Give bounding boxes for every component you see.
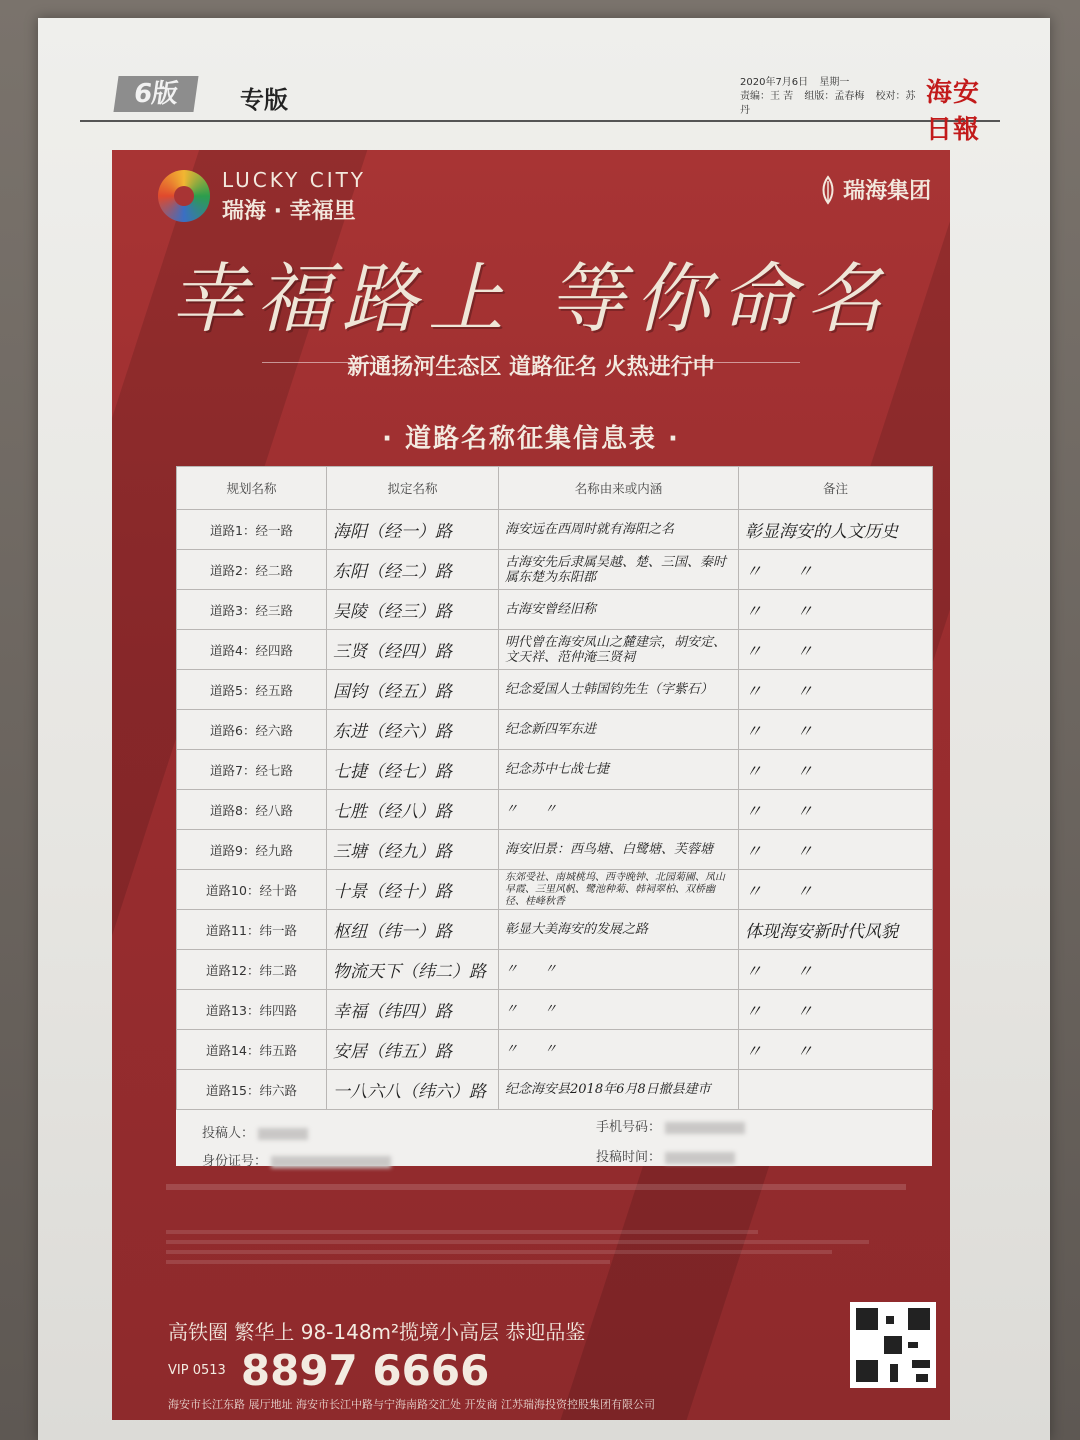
name-origin: 纪念苏中七战七捷 <box>499 750 739 790</box>
leaf-icon <box>818 175 838 205</box>
remark: 〃 〃 <box>739 1030 933 1070</box>
name-origin: 纪念新四军东进 <box>499 710 739 750</box>
form-footer <box>176 1110 932 1176</box>
proposed-name: 东阳（经二）路 <box>327 550 499 590</box>
name-origin: 〃 〃 <box>499 790 739 830</box>
hotline-prefix: VIP 0513 <box>168 1362 226 1378</box>
table-row <box>177 630 933 670</box>
name-origin: 海安远在西周时就有海阳之名 <box>499 510 739 550</box>
column-header: 拟定名称 <box>327 467 499 510</box>
headline-slogan: 幸福路上 等你命名 <box>169 254 893 343</box>
table-row <box>177 510 933 550</box>
brand-chinese: 瑞海 · 幸福里 <box>222 199 356 224</box>
plan-name: 道路8：经八路 <box>177 790 327 830</box>
plan-name: 道路6：经六路 <box>177 710 327 750</box>
group-name: 瑞海集团 <box>843 179 932 204</box>
phone-label: 手机号码 <box>596 1120 649 1135</box>
address-line: 海安市长江东路 展厅地址 海安市长江中路与宁海南路交汇处 开发商 江苏瑞海投资控股集团有限公司 <box>168 1398 655 1411</box>
table-row <box>177 550 933 590</box>
name-origin: 明代曾在海安凤山之麓建宗，胡安定、文天祥、范仲淹三贤祠 <box>499 630 739 670</box>
proposed-name: 七捷（经七）路 <box>327 750 499 790</box>
id-label: 身份证号 <box>202 1154 255 1169</box>
remark: 〃 〃 <box>739 630 933 670</box>
plan-name: 道路11：纬一路 <box>177 910 327 950</box>
proofreader: 校对：苏 丹 <box>740 91 916 116</box>
name-origin: 古海安曾经旧称 <box>499 590 739 630</box>
redacted-value <box>665 1152 735 1164</box>
newspaper-header <box>80 76 1000 145</box>
fine-print <box>166 1184 906 1264</box>
plan-name: 道路14：纬五路 <box>177 1030 327 1070</box>
name-origin: 彰显大美海安的发展之路 <box>499 910 739 950</box>
column-header: 备注 <box>739 467 933 510</box>
date-line <box>740 76 920 118</box>
name-origin: 纪念爱国人士韩国钧先生（字紫石） <box>499 670 739 710</box>
form-title: · 道路名称征集信息表 · <box>382 424 680 454</box>
proposed-name: 七胜（经八）路 <box>327 790 499 830</box>
id-field: 身份证号： <box>202 1150 391 1169</box>
time-label: 投稿时间 <box>596 1150 649 1165</box>
remark: 〃 〃 <box>739 750 933 790</box>
proposed-name: 物流天下（纬二）路 <box>327 950 499 990</box>
table-header-row <box>177 467 933 510</box>
proposed-name: 东进（经六）路 <box>327 710 499 750</box>
name-origin: 〃 〃 <box>499 1030 739 1070</box>
name-origin: 古海安先后隶属吴越、楚、三国、秦时属东楚为东阳郡 <box>499 550 739 590</box>
brand-logo-icon <box>158 170 210 222</box>
proposed-name: 三贤（经四）路 <box>327 630 499 670</box>
plan-name: 道路4：经四路 <box>177 630 327 670</box>
section-title: 专版 <box>240 85 288 114</box>
name-origin: 〃 〃 <box>499 990 739 1030</box>
proposed-name: 安居（纬五）路 <box>327 1030 499 1070</box>
redacted-value <box>665 1122 745 1134</box>
advertisement <box>112 150 950 1420</box>
plan-name: 道路5：经五路 <box>177 670 327 710</box>
naming-form <box>176 466 932 1169</box>
table-row <box>177 790 933 830</box>
remark: 〃 〃 <box>739 710 933 750</box>
table-row <box>177 710 933 750</box>
remark: 体现海安新时代风貌 <box>739 910 933 950</box>
plan-name: 道路9：经九路 <box>177 830 327 870</box>
brand-english: LUCKY CITY <box>222 168 367 192</box>
redacted-value <box>258 1128 308 1140</box>
column-header: 规划名称 <box>177 467 327 510</box>
editor: 责编：王 苦 <box>740 91 794 102</box>
plan-name: 道路15：纬六路 <box>177 1070 327 1110</box>
page-number: 6版 <box>113 76 198 112</box>
remark: 〃 〃 <box>739 870 933 910</box>
remark: 〃 〃 <box>739 790 933 830</box>
remark: 〃 〃 <box>739 830 933 870</box>
table-row <box>177 950 933 990</box>
phone-field: 手机号码： <box>596 1116 745 1135</box>
proposed-name: 三塘（经九）路 <box>327 830 499 870</box>
proposed-name: 幸福（纬四）路 <box>327 990 499 1030</box>
remark: 〃 〃 <box>739 670 933 710</box>
remark: 〃 〃 <box>739 990 933 1030</box>
name-origin: 纪念海安县2018年6月8日撤县建市 <box>499 1070 739 1110</box>
plan-name: 道路2：经二路 <box>177 550 327 590</box>
plan-name: 道路7：经七路 <box>177 750 327 790</box>
table-row <box>177 590 933 630</box>
remark: 〃 〃 <box>739 590 933 630</box>
redacted-value <box>271 1156 391 1168</box>
proposed-name: 国钧（经五）路 <box>327 670 499 710</box>
name-origin: 东郊受社、南城桃坞、西寺晚钟、北园菊圃、凤山早霞、三里风帆、鹭池种菊、韩祠翠柏、双桥幽径、桂峰秋香 <box>499 870 739 910</box>
table-row <box>177 910 933 950</box>
plan-name: 道路1：经一路 <box>177 510 327 550</box>
plan-name: 道路12：纬二路 <box>177 950 327 990</box>
table-row <box>177 670 933 710</box>
time-field: 投稿时间： <box>596 1146 735 1165</box>
group-logo <box>818 174 931 205</box>
hotline <box>168 1346 489 1395</box>
plan-name: 道路10：经十路 <box>177 870 327 910</box>
proposed-name: 海阳（经一）路 <box>327 510 499 550</box>
weekday: 星期一 <box>819 77 850 88</box>
hotline-number: 8897 6666 <box>240 1346 490 1395</box>
column-header: 名称由来或内涵 <box>499 467 739 510</box>
remark <box>739 1070 933 1110</box>
name-origin: 海安旧景：西鸟塘、白鹭塘、芙蓉塘 <box>499 830 739 870</box>
date: 2020年7月6日 <box>740 77 809 88</box>
table-row <box>177 750 933 790</box>
proposed-name: 枢纽（纬一）路 <box>327 910 499 950</box>
proposed-name: 吴陵（经三）路 <box>327 590 499 630</box>
remark: 〃 〃 <box>739 550 933 590</box>
designer: 组版：孟春梅 <box>804 91 865 102</box>
newspaper-logo: 海安日報 <box>926 78 981 145</box>
proposed-name: 十景（经十）路 <box>327 870 499 910</box>
table-row <box>177 1070 933 1110</box>
author-label: 投稿人 <box>202 1126 242 1141</box>
plan-name: 道路13：纬四路 <box>177 990 327 1030</box>
author-field: 投稿人： <box>202 1122 308 1141</box>
table-row <box>177 990 933 1030</box>
qr-code-icon <box>850 1302 936 1388</box>
table-row <box>177 870 933 910</box>
plan-name: 道路3：经三路 <box>177 590 327 630</box>
table-row <box>177 830 933 870</box>
remark: 彰显海安的人文历史 <box>739 510 933 550</box>
name-origin: 〃 〃 <box>499 950 739 990</box>
bottom-tagline: 高铁圈 繁华上 98-148m²揽境小高层 恭迎品鉴 <box>168 1320 586 1344</box>
remark: 〃 〃 <box>739 950 933 990</box>
subtitle: 新通扬河生态区 道路征名 火热进行中 <box>347 355 715 380</box>
proposed-name: 一八六八（纬六）路 <box>327 1070 499 1110</box>
naming-table <box>176 466 933 1110</box>
table-row <box>177 1030 933 1070</box>
